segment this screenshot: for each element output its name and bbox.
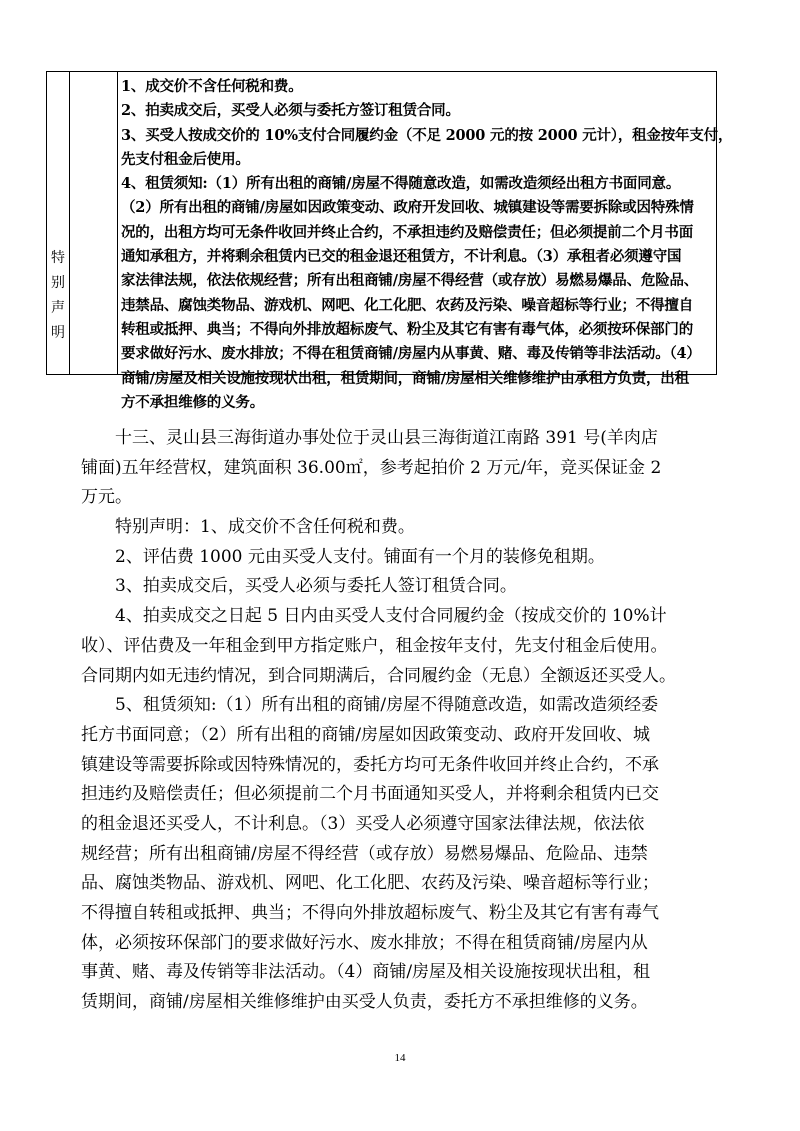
- table-line: 1、成交价不含任何税和费。: [121, 78, 303, 95]
- statement-line: 收）、评估费及一年租金到甲方指定账户，租金按年支付，先支付租金后使用。: [81, 635, 668, 656]
- statement-line: 合同期内如无违约情况，到合同期满后，合同履约金（无息）全额返还买受人。: [81, 665, 676, 686]
- lease-notice-line: 赁期间，商铺/房屋相关维修维护由买受人负责，委托方不承担维修的义务。: [81, 992, 648, 1013]
- lease-notice-line: 不得擅自转租或抵押、典当；不得向外排放超标废气、粉尘及其它有害有毒气: [81, 903, 659, 923]
- lease-notice-line: 镇建设等需要拆除或因特殊情况的，委托方均可无条件收回并终止合约，不承: [81, 754, 659, 775]
- lease-notice-line: 的租金退还买受人，不计利息。（3）买受人必须遵守国家法律法规，依法依: [81, 813, 645, 834]
- label-char: 特: [51, 250, 65, 266]
- table-line: 通知承租方，并将剩余租赁内已交的租金退还租赁方，不计利息。（3）承租者必须遵守国: [121, 248, 682, 266]
- label-char: 声: [51, 300, 65, 316]
- label-char: 明: [51, 325, 65, 341]
- statement-line: 2、评估费 1000 元由买受人支付。铺面有一个月的装修免租期。: [115, 546, 605, 567]
- lot-title-line: 十三、灵山县三海街道办事处位于灵山县三海街道江南路 391 号(羊肉店: [115, 428, 658, 448]
- lot-title-line: 万元。: [81, 487, 132, 508]
- lease-notice-line: 事黄、赌、毒及传销等非法活动。（4）商铺/房屋及相关设施按现状出租，租: [81, 962, 651, 983]
- lease-notice-line: 5、租赁须知:（1）所有出租的商铺/房屋不得随意改造，如需改造须经委: [115, 695, 659, 716]
- lease-notice-line: 品、腐蚀类物品、游戏机、网吧、化工化肥、农药及污染、噪音超标等行业；: [81, 873, 659, 894]
- lot-13-section: [81, 424, 721, 1018]
- page-number: 14: [394, 1052, 406, 1064]
- table-line: 转租或抵押、典当；不得向外排放超标废气、粉尘及其它有害有毒气体，必须按环保部门的: [121, 320, 693, 338]
- statement-line: 特别声明：1、成交价不含任何税和费。: [115, 517, 415, 538]
- statement-line: 4、拍卖成交之日起 5 日内由买受人支付合同履约金（按成交价的 10%计: [115, 606, 667, 627]
- lease-notice-line: 担违约及赔偿责任；但必须提前二个月书面通知买受人，并将剩余租赁内已交: [81, 784, 659, 805]
- label-char: 别: [51, 275, 65, 291]
- table-line: 2、拍卖成交后，买受人必须与委托方签订租赁合同。: [121, 102, 460, 120]
- table-line: 况的，出租方均可无条件收回并终止合约，不承担违约及赔偿责任；但必须提前二个月书面: [121, 223, 693, 241]
- table-line: 4、租赁须知:（1）所有出租的商铺/房屋不得随意改造，如需改造须经出租方书面同意。: [121, 175, 681, 193]
- table-divider-column: [70, 72, 118, 374]
- lot-title-line: 铺面)五年经营权，建筑面积 36.00㎡，参考起拍价 2 万元/年，竞买保证金 2: [81, 457, 662, 478]
- special-statement-label: [47, 72, 70, 374]
- table-line: 要求做好污水、废水排放；不得在租赁商铺/房屋内从事黄、赌、毒及传销等非法活动。（4）: [121, 345, 701, 363]
- table-line: 违禁品、腐蚀类物品、游戏机、网吧、化工化肥、农药及污染、噪音超标等行业；不得擅自: [121, 296, 693, 314]
- table-line: （2）所有出租的商铺/房屋如因政策变动、政府开发回收、城镇建设等需要拆除或因特殊情: [121, 199, 694, 217]
- table-line: 3、买受人按成交价的 10%支付合同履约金（不足 2000 元的按 2000 元计），租金按年支付，: [121, 126, 733, 144]
- table-line: 商铺/房屋及相关设施按现状出租，租赁期间，商铺/房屋相关维修维护由承租方负责，出租: [121, 369, 689, 387]
- lease-notice-line: 规经营；所有出租商铺/房屋不得经营（或存放）易燃易爆品、危险品、违禁: [81, 843, 648, 864]
- lease-notice-line: 托方书面同意；（2）所有出租的商铺/房屋如因政策变动、政府开发回收、城: [81, 724, 651, 745]
- lease-notice-line: 体，必须按环保部门的要求做好污水、废水排放；不得在租赁商铺/房屋内从: [81, 932, 648, 953]
- special-statement-text: [121, 75, 761, 415]
- table-line: 方不承担维修的义务。: [121, 393, 264, 411]
- statement-line: 3、拍卖成交后，买受人必须与委托人签订租赁合同。: [115, 576, 517, 597]
- special-statement-table: [46, 71, 733, 411]
- table-line: 先支付租金后使用。: [121, 150, 250, 168]
- table-line: 家法律法规，依法依规经营；所有出租商铺/房屋不得经营（或存放）易燃易爆品、危险品、: [121, 272, 699, 290]
